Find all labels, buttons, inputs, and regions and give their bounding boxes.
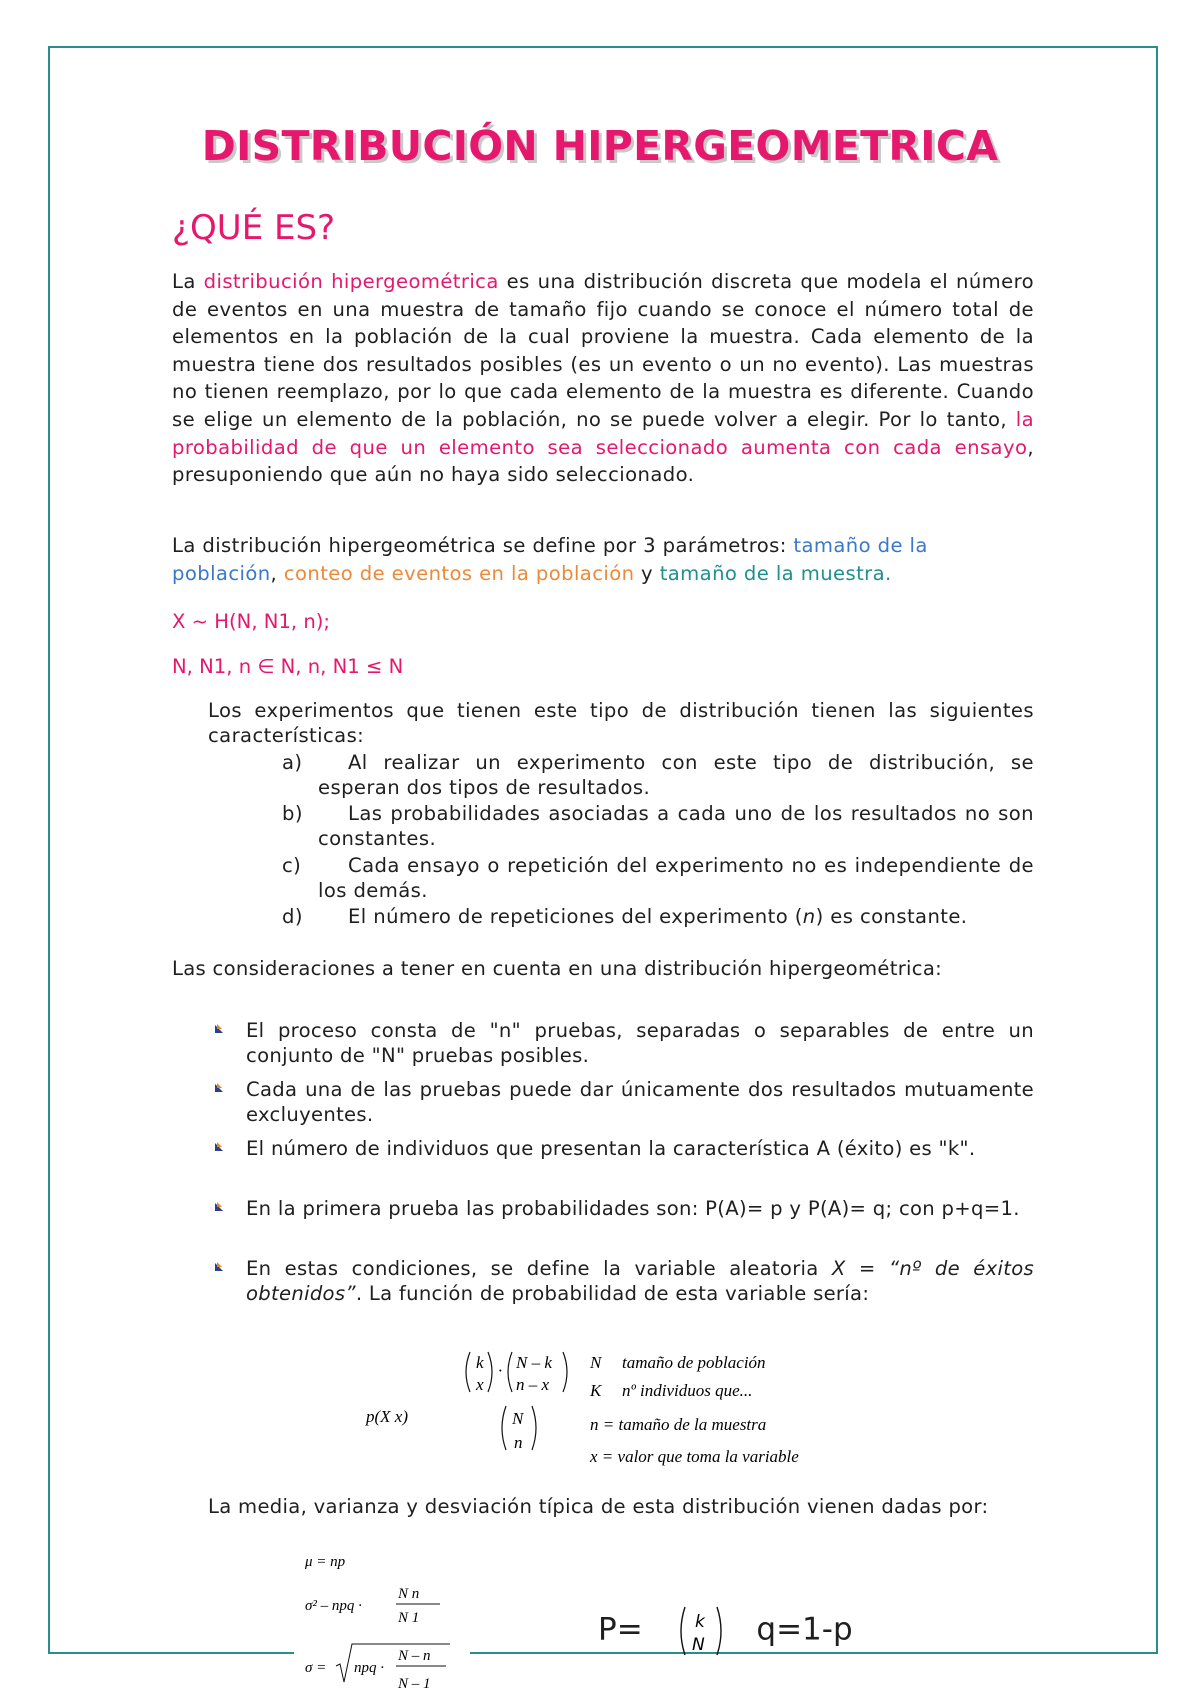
bullet-item: El proceso consta de "n" pruebas, separadas o separables de entre un conjunto de "N" pruebas posibles. bbox=[212, 1018, 1034, 1068]
legend-symbol: K bbox=[590, 1381, 602, 1400]
considerations-title: Las consideraciones a tener en cuenta en una distribución hipergeométrica: bbox=[172, 957, 943, 980]
list-text: Cada ensayo o repetición del experimento no es independiente de los demás. bbox=[318, 854, 1034, 902]
bullet-item: Cada una de las pruebas puede dar únicamente dos resultados mutuamente excluyentes. bbox=[212, 1077, 1034, 1127]
stddev-inner: npq · bbox=[354, 1660, 384, 1676]
list-text: Al realizar un experimento con este tipo de distribución, se esperan dos tipos de resultados. bbox=[318, 751, 1034, 799]
section-heading: ¿QUÉ ES? bbox=[172, 208, 336, 248]
highlight-probability: la probabilidad de que un elemento sea seleccionado aumenta con cada ensayo bbox=[172, 407, 1034, 459]
legend-symbol: N bbox=[590, 1353, 602, 1372]
list-letter: c) bbox=[282, 854, 302, 877]
list-text: El número de repeticiones del experimento (n) es constante. bbox=[348, 905, 968, 928]
stddev-num: N – n bbox=[398, 1648, 431, 1664]
stats-formulas bbox=[300, 1548, 480, 1698]
bullet-item: En estas condiciones, se define la variable aleatoria X = “nº de éxitos obtenidos”. La función de probabilidad de esta variable sería: bbox=[212, 1256, 1034, 1306]
characteristics-intro: Los experimentos que tienen este tipo de distribución tienen las siguientes características: bbox=[208, 699, 1034, 747]
list-text: Las probabilidades asociadas a cada uno de los resultados no son constantes. bbox=[318, 802, 1034, 850]
hypergeometric-term: distribución hipergeométrica bbox=[203, 270, 499, 293]
p-label: P= bbox=[598, 1611, 643, 1648]
bullet-item: En la primera prueba las probabilidades son: P(A)= p y P(A)= q; con p+q=1. bbox=[212, 1196, 1034, 1221]
page-title: DISTRIBUCIÓN HIPERGEOMETRICA bbox=[201, 122, 999, 170]
frame-bottom-left bbox=[48, 1652, 294, 1654]
list-item bbox=[282, 853, 1034, 903]
stddev-lhs: σ = bbox=[305, 1660, 327, 1676]
list-item bbox=[282, 904, 1034, 929]
legend-desc: x = valor que toma la variable bbox=[590, 1447, 799, 1466]
formula-domain: N, N1, n ∈ N, n, N1 ≤ N bbox=[172, 655, 404, 678]
stats-intro: La media, varianza y desviación típica de esta distribución vienen dadas por: bbox=[208, 1495, 989, 1518]
binomial-n-x: n – x bbox=[516, 1375, 550, 1394]
bullet-item: El número de individuos que presentan la característica A (éxito) es "k". bbox=[212, 1136, 1034, 1161]
legend-desc: nº individuos que... bbox=[622, 1381, 753, 1400]
list-item bbox=[282, 750, 1034, 800]
arrow-bullet-icon bbox=[212, 1200, 226, 1214]
arrow-bullet-icon bbox=[212, 1022, 226, 1036]
stddev-den: N – 1 bbox=[398, 1676, 431, 1692]
list-letter: a) bbox=[282, 751, 303, 774]
binomial-N: N bbox=[512, 1409, 524, 1428]
params-paragraph: La distribución hipergeométrica se define por 3 parámetros: tamaño de la población, conteo de eventos en la población y tamaño de la muestra. bbox=[172, 534, 928, 585]
legend-desc: tamaño de población bbox=[622, 1353, 766, 1372]
formula-distribution: X ~ H(N, N1, n); bbox=[172, 610, 331, 633]
binomial-k: k bbox=[476, 1353, 484, 1372]
param-population-size: tamaño de la población bbox=[172, 534, 928, 585]
svg-text:k: k bbox=[694, 1612, 705, 1632]
pq-formula bbox=[598, 1605, 853, 1657]
random-variable-definition: X = “nº de éxitos obtenidos” bbox=[246, 1257, 1034, 1305]
mean-formula: μ = np bbox=[305, 1554, 346, 1570]
binomial-N-k: N – k bbox=[516, 1353, 552, 1372]
svg-text:N: N bbox=[691, 1635, 705, 1655]
q-label: q=1-p bbox=[756, 1611, 853, 1648]
list-letter: d) bbox=[282, 905, 303, 928]
probability-function-formula bbox=[360, 1344, 880, 1479]
list-letter: b) bbox=[282, 802, 303, 825]
param-event-count: conteo de eventos en la población bbox=[283, 561, 635, 585]
intro-paragraph: La distribución hipergeométrica es una distribución discreta que modela el número de eventos en una muestra de tamaño fijo cuando se conoce el número total de elementos en la población de la cual proviene la muestra. Cada elemento de la muestra tiene dos resultados posibles (es un evento o un no evento). Las muestras no tienen reemplazo, por lo que cada elemento de la muestra es diferente. Cuando se elige un elemento de la población, no se puede volver a elegir. Por lo tanto, la probabilidad de que un elemento sea seleccionado aumenta con cada ensayo, presuponiendo que aún no haya sido seleccionado. bbox=[172, 270, 1034, 487]
formula-lhs: p(X x) bbox=[366, 1407, 409, 1426]
variance-den: N 1 bbox=[398, 1610, 420, 1626]
svg-text:·: · bbox=[498, 1361, 503, 1380]
variance-lhs: σ² – npq · bbox=[305, 1598, 362, 1614]
arrow-bullet-icon bbox=[212, 1081, 226, 1095]
param-sample-size: tamaño de la muestra. bbox=[659, 561, 892, 585]
legend-desc: n = tamaño de la muestra bbox=[590, 1415, 767, 1434]
binomial-x: x bbox=[476, 1375, 484, 1394]
variance-num: N n bbox=[398, 1586, 420, 1602]
binomial-n: n bbox=[514, 1433, 523, 1452]
arrow-bullet-icon bbox=[212, 1260, 226, 1274]
arrow-bullet-icon bbox=[212, 1140, 226, 1154]
k-over-N-binomial bbox=[677, 1605, 729, 1657]
list-item bbox=[282, 801, 1034, 851]
